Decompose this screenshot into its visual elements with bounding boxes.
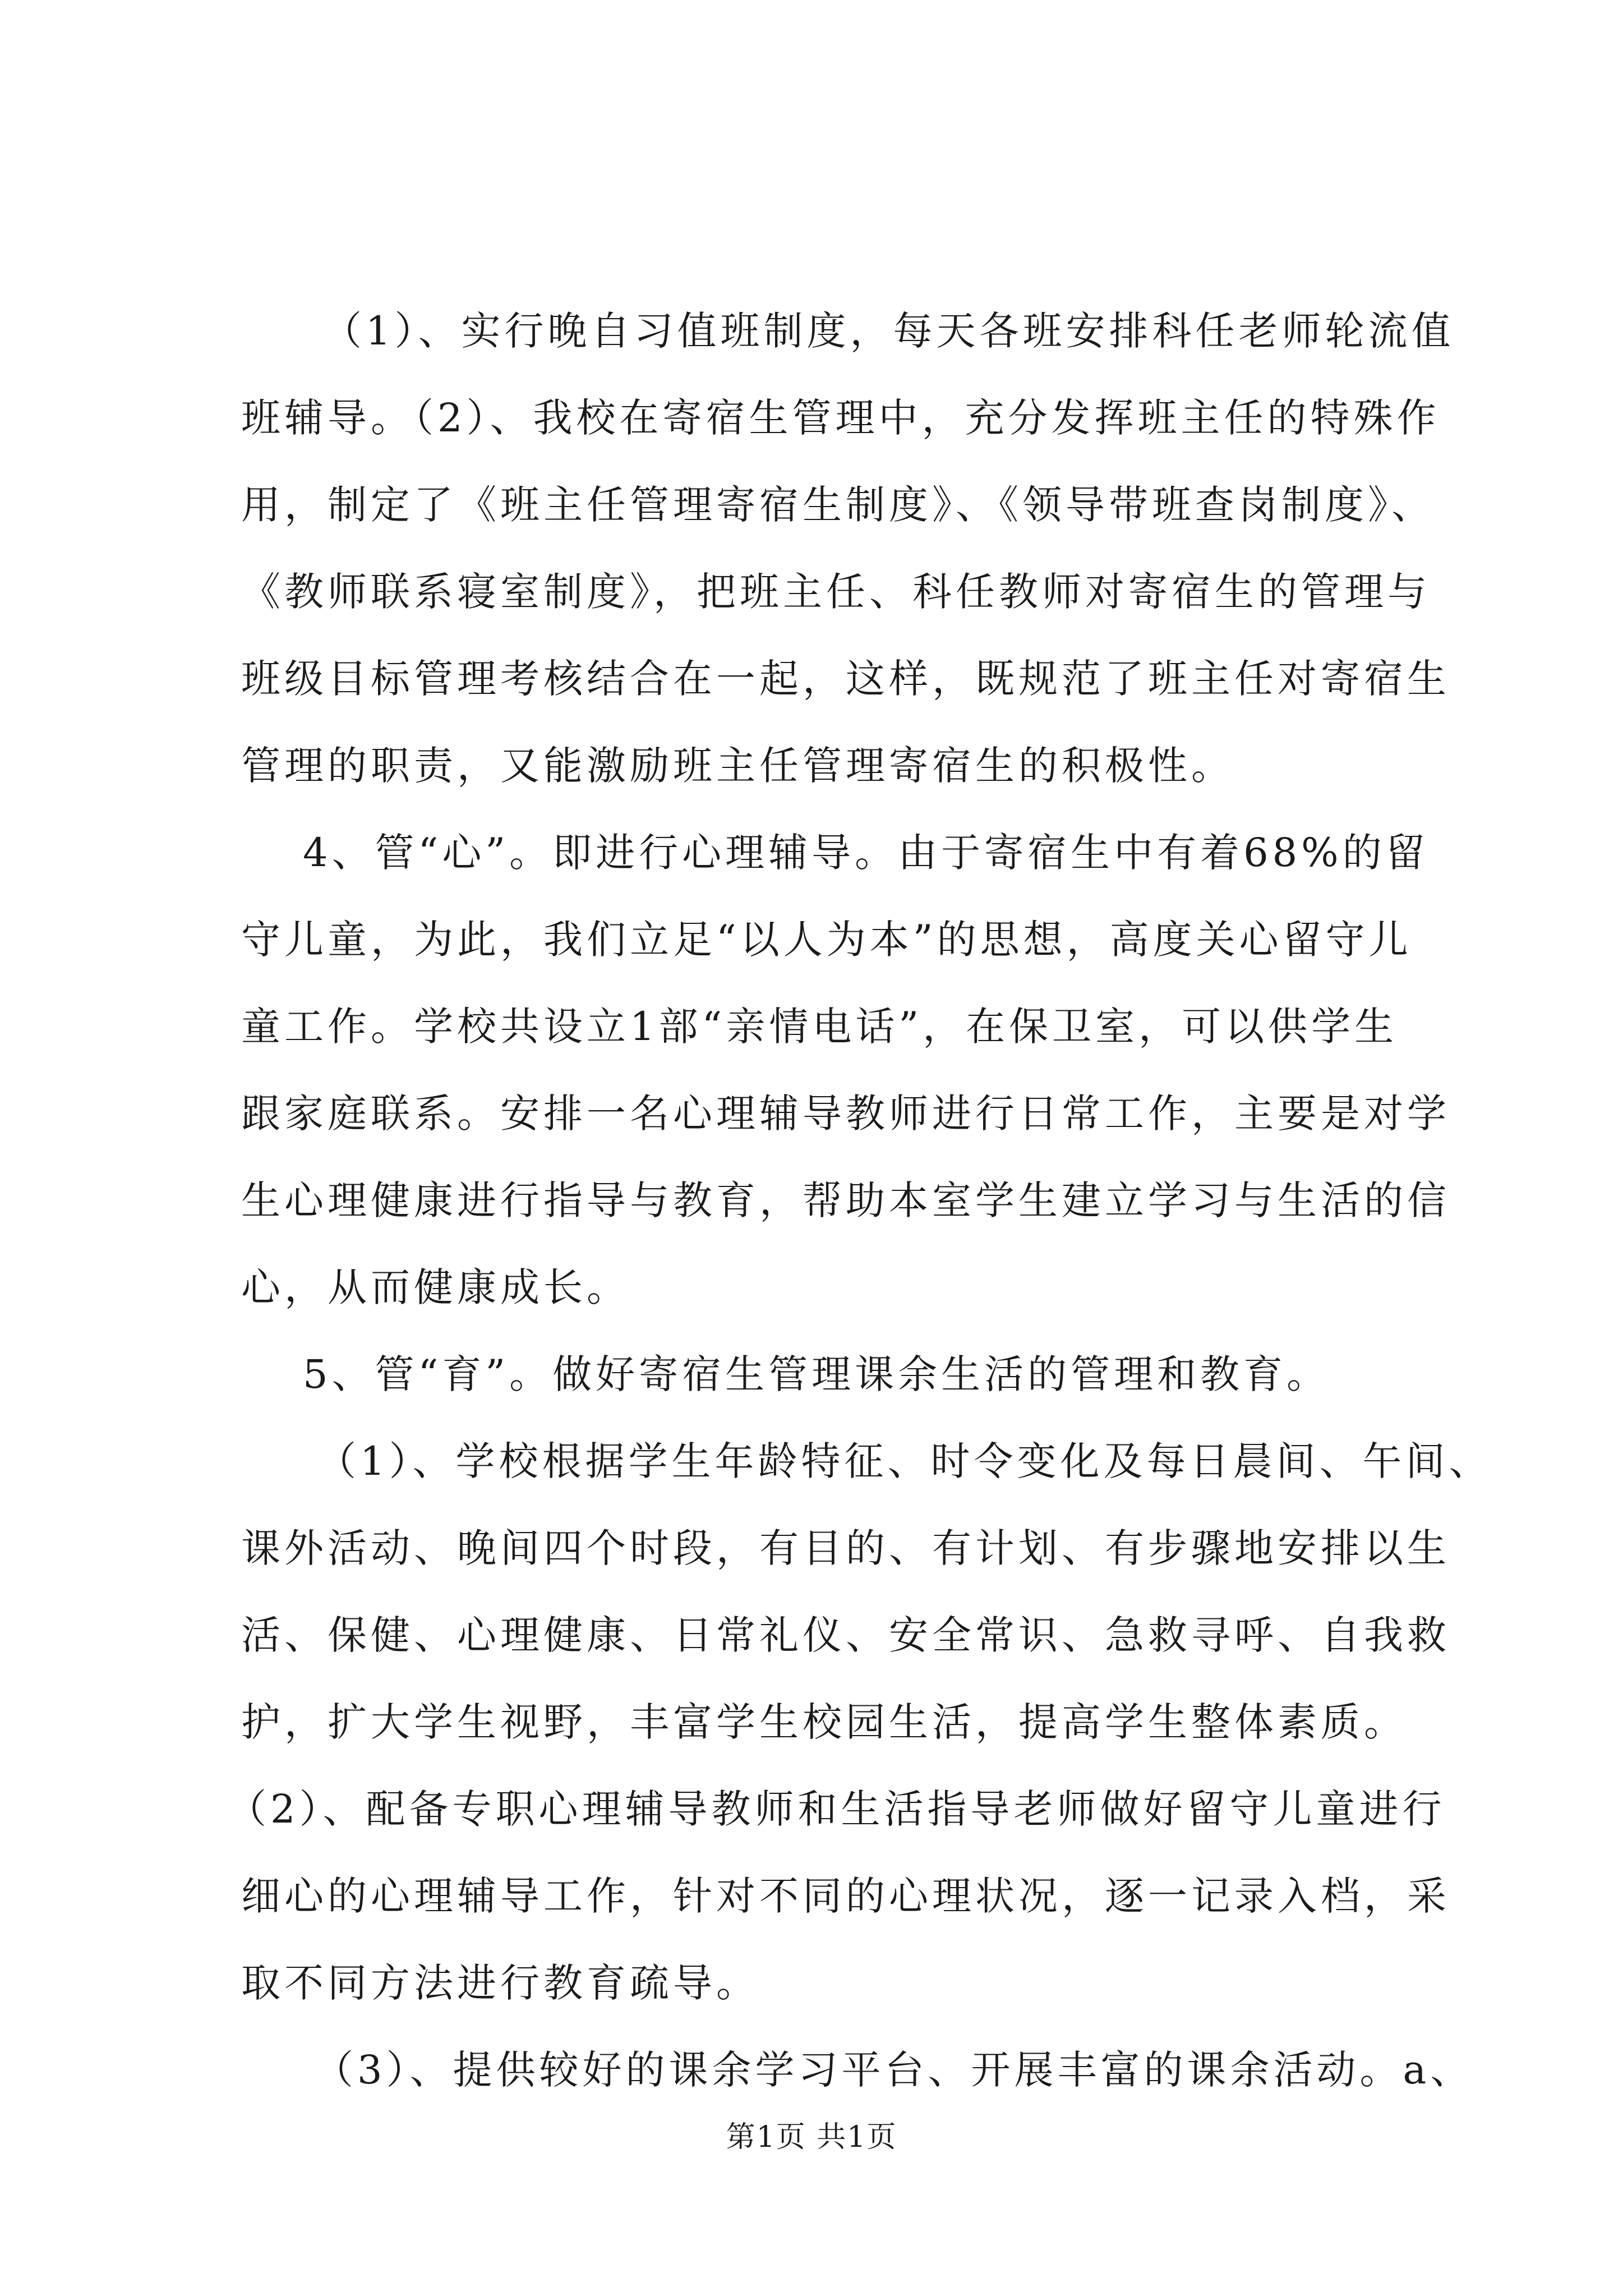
paragraph-line: 细心的心理辅导工作，针对不同的心理状况，逐一记录入档，采 bbox=[241, 1873, 1450, 1919]
paragraph-line: 生心理健康进行指导与教育，帮助本室学生建立学习与生活的信 bbox=[241, 1177, 1450, 1223]
paragraph-line: 用，制定了《班主任管理寄宿生制度》、《领导带班查岗制度》、 bbox=[241, 482, 1435, 528]
paragraph-line: 守儿童，为此，我们立足“以人为本”的思想，高度关心留守儿 bbox=[241, 917, 1412, 963]
paragraph-line: 护，扩大学生视野，丰富学生校园生活，提高学生整体素质。 bbox=[241, 1699, 1407, 1745]
paragraph-line: 活、保健、心理健康、日常礼仪、安全常识、急救寻呼、自我救 bbox=[241, 1612, 1450, 1658]
paragraph-line: 心，从而健康成长。 bbox=[241, 1264, 630, 1310]
page-footer: 第1页 共1页 bbox=[726, 2120, 897, 2154]
paragraph-line: 《教师联系寝室制度》，把班主任、科任教师对寄宿生的管理与 bbox=[241, 569, 1431, 615]
paragraph-line: 管理的职责，又能激励班主任管理寄宿生的积极性。 bbox=[241, 743, 1234, 789]
paragraph-line: 取不同方法进行教育疏导。 bbox=[241, 1960, 759, 2006]
paragraph-line: （1）、学校根据学生年龄特征、时令变化及每日晨间、午间、 bbox=[317, 1438, 1492, 1484]
paragraph-line: （1）、实行晚自习值班制度，每天各班安排科任老师轮流值 bbox=[322, 308, 1455, 354]
paragraph-line: （2）、配备专职心理辅导教师和生活指导老师做好留守儿童进行 bbox=[227, 1786, 1446, 1832]
paragraph-line: 童工作。学校共设立1部“亲情电话”，在保卫室，可以供学生 bbox=[241, 1004, 1398, 1050]
paragraph-line: （3）、提供较好的课余学习平台、开展丰富的课余活动。a、 bbox=[314, 2047, 1474, 2093]
paragraph-line: 班级目标管理考核结合在一起，这样，既规范了班主任对寄宿生 bbox=[241, 656, 1450, 702]
paragraph-line: 班辅导。（2）、我校在寄宿生管理中，充分发挥班主任的特殊作 bbox=[241, 395, 1440, 441]
paragraph-line: 5、管“育”。做好寄宿生管理课余生活的管理和教育。 bbox=[303, 1351, 1330, 1397]
paragraph-line: 课外活动、晚间四个时段，有目的、有计划、有步骤地安排以生 bbox=[241, 1525, 1450, 1571]
paragraph-line: 4、管“心”。即进行心理辅导。由于寄宿生中有着68%的留 bbox=[303, 830, 1429, 876]
paragraph-line: 跟家庭联系。安排一名心理辅导教师进行日常工作，主要是对学 bbox=[241, 1091, 1450, 1137]
